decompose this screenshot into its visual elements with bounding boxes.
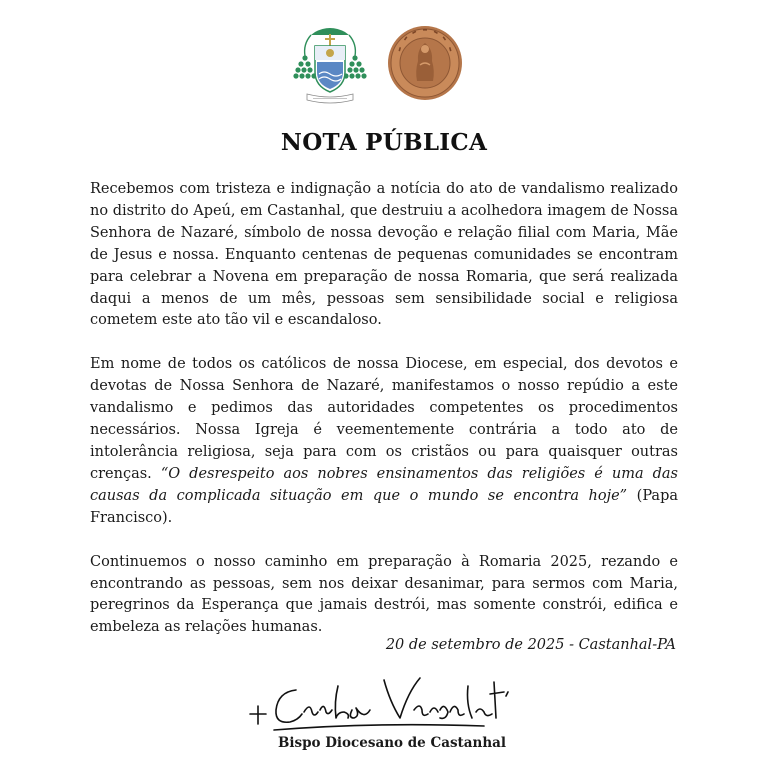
- paragraph-3: Continuemos o nosso caminho em preparação à Romaria 2025, rezando e encontrando as pessoas, sem nos deixar desanimar, para sermos com Maria, peregrinos da Esperança que jamais destrói, mas somente constrói, edifica e embeleza as relações humanas.: [90, 553, 678, 636]
- page-title: NOTA PÚBLICA: [280, 129, 488, 156]
- handwritten-signature: [244, 672, 524, 734]
- paragraph-2: [90, 354, 678, 529]
- note-body: [90, 179, 678, 639]
- paragraph-1: Recebemos com tristeza e indignação a notícia do ato de vandalismo realizado no distrito do Apeú, em Castanhal, que destruiu a acolhedora imagem de Nossa Senhora de Nazaré, símbolo de nossa devoção e relação filial com Maria, Mãe de Jesus e nossa. Enquanto centenas de pequenas comunidades se encontram para celebrar a Novena em preparação de nossa Romaria, que será realizada daqui a menos de um mês, pessoas sem sensibilidade social e religiosa cometem este ato tão vil e escandaloso.: [90, 181, 678, 329]
- pope-quote: “O desrespeito aos nobres ensinamentos das religiões é uma das causas da complicada situação em que o mundo se encontra hoje”: [90, 465, 678, 504]
- signer-title: Bispo Diocesano de Castanhal: [277, 735, 507, 751]
- coat-of-arms-emblem: [291, 22, 369, 106]
- diocese-seal: [387, 25, 463, 101]
- header-logos: [0, 22, 768, 106]
- paragraph-2-text: Em nome de todos os católicos de nossa Diocese, em especial, dos devotos e devotas de Nossa Senhora de Nazaré, manifestamos o nosso repúdio a este vandalismo e pedimos das autoridades competentes os procedimentos necessários. Nossa Igreja é veementemente contrária a todo ato de intolerância religiosa, seja para com os cristãos ou para quaisquer outras crenças.: [90, 356, 678, 482]
- date-place: 20 de setembro de 2025 - Castanhal-PA: [385, 637, 676, 653]
- quote-attribution: (Papa Francisco).: [90, 487, 678, 526]
